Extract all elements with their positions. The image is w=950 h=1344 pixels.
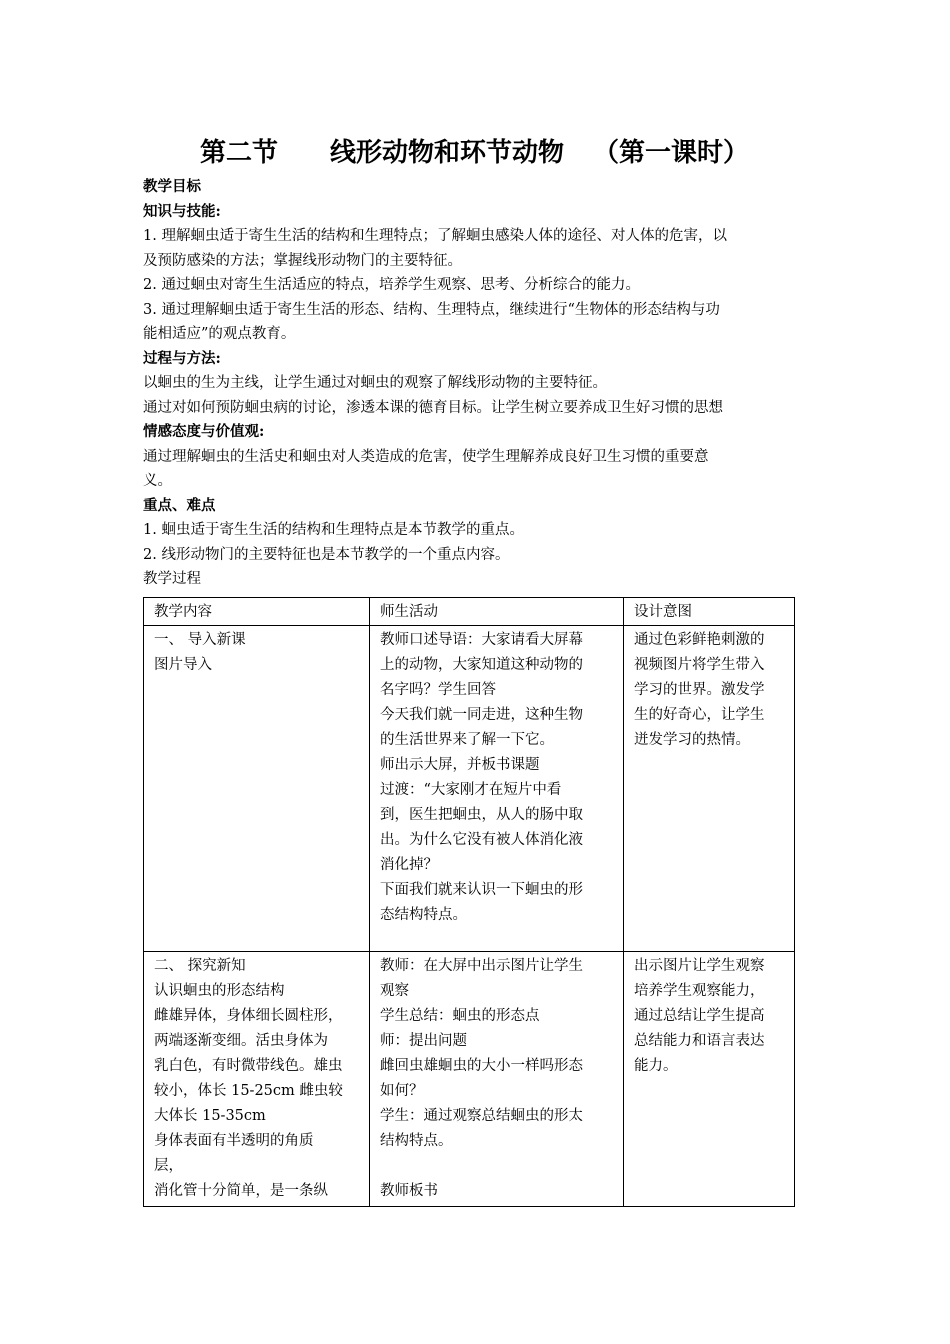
cell-line: 培养学生观察能力， <box>634 983 765 999</box>
cell-line: 学生：通过观察总结蛔虫的形太 <box>380 1108 583 1124</box>
page-title <box>200 132 800 172</box>
cell-line: 总结能力和语言表达 <box>634 1033 765 1049</box>
cell-line: 的生活世界来了解一下它。 <box>380 732 554 748</box>
row1-activity <box>370 626 624 952</box>
cell-line: 通过色彩鲜艳刺激的 <box>634 632 765 648</box>
cell-line: 雌雄异体，身体细长圆柱形， <box>154 1008 343 1024</box>
header-activity: 师生活动 <box>370 598 624 626</box>
process-heading: 过程与方法: <box>143 349 221 367</box>
cell-line: 如何？ <box>380 1083 424 1099</box>
row1-content <box>144 626 370 952</box>
keypoints-line: 1. 蛔虫适于寄生生活的结构和生理特点是本节教学的重点。 <box>143 522 524 538</box>
cell-line: 雌回虫雄蛔虫的大小一样吗形态 <box>380 1058 583 1074</box>
header-intent: 设计意图 <box>624 598 795 626</box>
title-lesson: （第一课时） <box>593 138 750 168</box>
knowledge-line: 能相适应”的观点教育。 <box>143 326 296 342</box>
cell-line: 过渡：“大家刚才在短片中看 <box>380 782 562 798</box>
title-topic: 线形动物和环节动物 <box>330 138 565 168</box>
cell-line: 学生总结：蛔虫的形态点 <box>380 1008 540 1024</box>
table-header-row <box>144 598 795 626</box>
cell-line: 较小，体长 15-25cm 雌虫较 <box>154 1083 343 1099</box>
cell-line: 二、 探究新知 <box>154 958 246 974</box>
cell-line: 教师：在大屏中出示图片让学生 <box>380 958 583 974</box>
knowledge-heading: 知识与技能: <box>143 202 221 220</box>
attitude-line: 义。 <box>143 473 172 489</box>
cell-line: 观察 <box>380 983 409 999</box>
header-content: 教学内容 <box>144 598 370 626</box>
cell-line: 下面我们就来认识一下蛔虫的形 <box>380 882 583 898</box>
cell-line: 通过总结让学生提高 <box>634 1008 765 1024</box>
cell-line: 名字吗？学生回答 <box>380 682 496 698</box>
cell-line: 图片导入 <box>154 657 212 673</box>
row2-activity <box>370 952 624 1207</box>
cell-line: 生的好奇心，让学生 <box>634 707 765 723</box>
process-line: 通过对如何预防蛔虫病的讨论，渗透本课的德育目标。让学生树立要养成卫生好习惯的思想 <box>143 399 723 416</box>
cell-line: 教师口述导语：大家请看大屏幕 <box>380 632 583 648</box>
document-body <box>143 175 813 592</box>
attitude-line: 通过理解蛔虫的生活史和蛔虫对人类造成的危害，使学生理解养成良好卫生习惯的重要意 <box>143 448 709 465</box>
knowledge-line: 3. 通过理解蛔虫适于寄生生活的形态、结构、生理特点，继续进行“生物体的形态结构与功 <box>143 301 720 318</box>
table-caption: 教学过程 <box>143 571 201 587</box>
cell-line: 上的动物，大家知道这种动物的 <box>380 657 583 673</box>
cell-line: 认识蛔虫的形态结构 <box>154 983 285 999</box>
cell-line: 师：提出问题 <box>380 1033 467 1049</box>
lesson-process-table <box>143 597 795 1207</box>
cell-line: 视频图片将学生带入 <box>634 657 765 673</box>
cell-line: 出。为什么它没有被人体消化液 <box>380 832 583 848</box>
cell-line: 大体长 15-35cm <box>154 1108 266 1124</box>
cell-line: 结构特点。 <box>380 1133 453 1149</box>
cell-line: 身体表面有半透明的角质 <box>154 1133 314 1149</box>
cell-line: 态结构特点。 <box>380 907 467 923</box>
cell-line: 学习的世界。激发学 <box>634 682 765 698</box>
keypoints-heading: 重点、难点 <box>143 496 216 514</box>
objectives-heading: 教学目标 <box>143 178 201 195</box>
cell-line: 教师板书 <box>380 1183 438 1199</box>
table-row <box>144 952 795 1207</box>
process-line: 以蛔虫的生为主线，让学生通过对蛔虫的观察了解线形动物的主要特征。 <box>143 375 607 391</box>
cell-line-blank <box>380 1154 615 1179</box>
row2-intent <box>624 952 795 1207</box>
cell-line: 层， <box>154 1158 183 1174</box>
knowledge-line: 2. 通过蛔虫对寄生生活适应的特点，培养学生观察、思考、分析综合的能力。 <box>143 277 640 293</box>
attitude-heading: 情感态度与价值观: <box>143 423 265 440</box>
title-section: 第二节 <box>200 138 279 168</box>
cell-line: 乳白色，有时微带线色。雄虫 <box>154 1058 343 1074</box>
cell-line: 迸发学习的热情。 <box>634 732 750 748</box>
row2-content <box>144 952 370 1207</box>
cell-line: 出示图片让学生观察 <box>634 958 765 974</box>
knowledge-line: 及预防感染的方法；掌握线形动物门的主要特征。 <box>143 252 462 269</box>
row1-intent <box>624 626 795 952</box>
cell-line: 消化管十分简单，是一条纵 <box>154 1183 328 1199</box>
cell-line: 两端逐渐变细。活虫身体为 <box>154 1033 328 1049</box>
knowledge-line: 1. 理解蛔虫适于寄生生活的结构和生理特点；了解蛔虫感染人体的途径、对人体的危害，以 <box>143 228 727 244</box>
table-row <box>144 626 795 952</box>
cell-line: 到，医生把蛔虫，从人的肠中取 <box>380 807 583 823</box>
keypoints-line: 2. 线形动物门的主要特征也是本节教学的一个重点内容。 <box>143 546 510 563</box>
cell-line: 消化掉？ <box>380 857 438 873</box>
cell-line: 一、 导入新课 <box>154 632 246 648</box>
cell-line: 能力。 <box>634 1058 678 1074</box>
cell-line: 师出示大屏，并板书课题 <box>380 757 540 773</box>
cell-line: 今天我们就一同走进，这种生物 <box>380 707 583 723</box>
